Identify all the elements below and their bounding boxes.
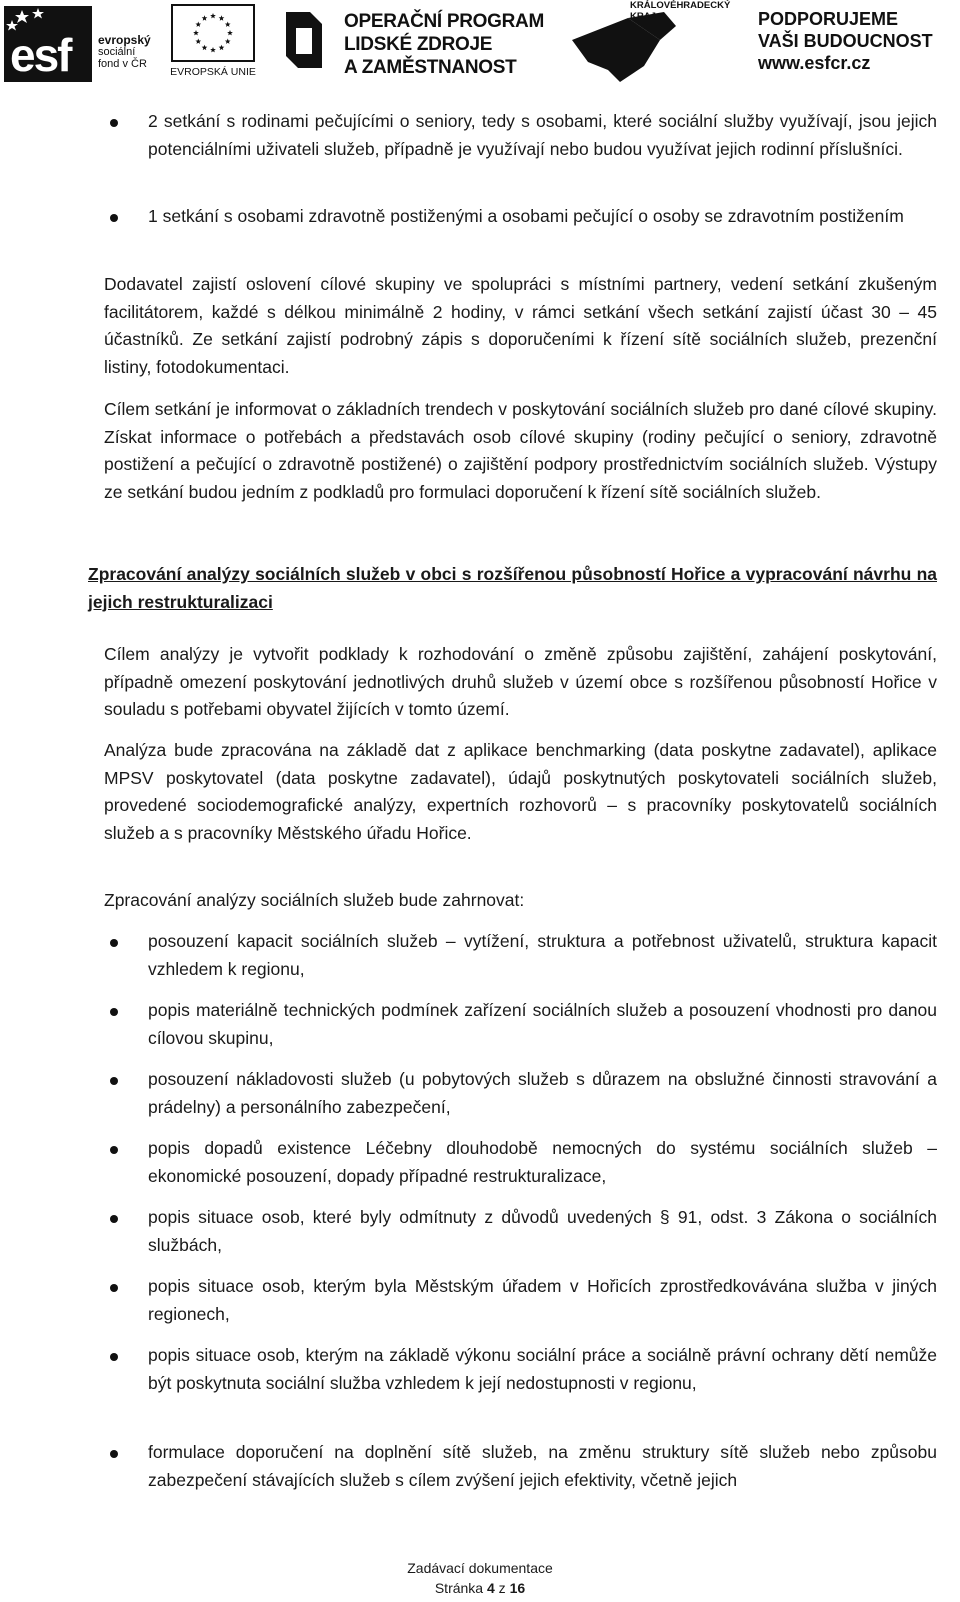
- bullet-icon: [110, 1008, 118, 1016]
- list-item: popis situace osob, kterým na základě výkonu sociální práce a sociálně právní ochrany dětí nemůže být poskytnuta sociální služba vzhledem k její nedostupnosti v regionu,: [148, 1345, 937, 1393]
- esf-caption-line3: fond v ČR: [98, 58, 147, 70]
- bullet-icon: [110, 1450, 118, 1458]
- op-line3: A ZAMĚSTNANOST: [344, 57, 517, 78]
- eu-star-icon: [210, 47, 216, 52]
- paragraph: Dodavatel zajistí oslovení cílové skupiny ve spolupráci s místními partnery, vedení setkání zkušeným facilitátorem, každé s délkou minimálně 2 hodiny, v rámci setkání všech setkání zajistí účast 30 – 45 účastníků. Ze setkání zajistí podrobný zápis s doporučeními k řízení sítě sociálních služeb, prezenční listiny, fotodokumentaci.: [104, 274, 937, 377]
- kraj-label: [630, 0, 730, 22]
- bullet-icon: [110, 1353, 118, 1361]
- page-prefix: Stránka: [434, 1580, 484, 1596]
- bullet-icon: [110, 1077, 118, 1085]
- eu-star-icon: [202, 45, 208, 50]
- paragraph: Cílem analýzy je vytvořit podklady k rozhodování o změně způsobu zajištění, zahájení poskytování, případně omezení poskytování jednotlivých druhů služeb v území obce s rozšířenou působností Hořice v souladu s potřebami obyvatel žijících v tomto území.: [104, 644, 937, 719]
- eu-star-icon: [225, 39, 231, 44]
- footer-doc-title: Zadávací dokumentace: [407, 1560, 553, 1576]
- page-total: 16: [509, 1580, 526, 1596]
- esf-caption: [98, 34, 151, 70]
- paragraph: Zpracování analýzy sociálních služeb bude zahrnovat:: [104, 890, 525, 910]
- future-line3: www.esfcr.cz: [758, 53, 871, 73]
- list-item: formulace doporučení na doplnění sítě služeb, na změnu struktury sítě služeb nebo způsobu zabezpečení stávajících služeb s cílem zvýšení jejich efektivity, včetně jejich: [148, 1442, 937, 1490]
- bullet-icon: [110, 939, 118, 947]
- list-item: 2 setkání s rodinami pečujícími o seniory, tedy s osobami, které sociální služby využívají, jsou jejich potenciálními uživateli služeb, případně je využívají nebo budou využívat jejich rodinní příslušníci.: [148, 111, 937, 159]
- future-line2: VAŠI BUDOUCNOST: [758, 31, 933, 51]
- esf-logo: [4, 6, 159, 82]
- list-item: 1 setkání s osobami zdravotně postiženými a osobami pečující o osoby se zdravotním postižením: [148, 206, 904, 226]
- page-number: [0, 1578, 960, 1598]
- kraj-line2: KRAJ: [630, 11, 656, 22]
- page-separator: z: [498, 1580, 506, 1596]
- eu-caption: EVROPSKÁ UNIE: [170, 66, 256, 78]
- list-item: popis dopadů existence Léčebny dlouhodobě nemocných do systému sociálních služeb – ekonomické posouzení, dopady případné restrukturalizace,: [148, 1138, 937, 1186]
- eu-star-icon: [202, 15, 208, 20]
- op-emblem-icon: [282, 8, 332, 78]
- section-heading: Zpracování analýzy sociálních služeb v obci s rozšířenou působností Hořice a vypracování návrhu na jejich restrukturalizaci: [88, 564, 937, 612]
- esf-logo-text: esf: [10, 29, 71, 81]
- paragraph: Analýza bude zpracována na základě dat z aplikace benchmarking (data poskytne zadavatel), aplikace MPSV poskytovatel (data poskytne zadavatel), údajů poskytnutých poskytovateli sociálních služeb, provedené sociodemografické analýzy, expertních rozhovorů – s pracovníky poskytovatelů sociálních služeb a s pracovníky Městského úřadu Hořice.: [104, 740, 937, 843]
- eu-flag-icon: [171, 4, 255, 62]
- eu-star-icon: [193, 30, 199, 35]
- future-logo: [758, 8, 958, 84]
- eu-star-icon: [225, 22, 231, 27]
- esf-mark: [4, 6, 92, 82]
- esf-caption-line2: sociální: [98, 46, 136, 58]
- page-current: 4: [486, 1580, 495, 1596]
- paragraph: Cílem setkání je informovat o základních trendech v poskytování sociálních služeb pro dané cílové skupiny. Získat informace o potřebách a představách osob cílové skupiny (rodiny pečující o seniory, zdravotně postižení a pečující o zdravotně postižené) o zajištění podpory prostřednictvím sociálních služeb. Výstupy ze setkání budou jedním z podkladů pro formulaci doporučení k řízení sítě sociálních služeb.: [104, 399, 937, 502]
- eu-star-icon: [219, 45, 225, 50]
- kraj-line1: KRÁLOVÉHRADECKÝ: [630, 0, 731, 11]
- bullet-icon: [110, 1284, 118, 1292]
- list-item: popis situace osob, kterým byla Městským úřadem v Hořicích zprostředkovávána služba v jiných regionech,: [148, 1276, 937, 1324]
- op-title: [344, 10, 544, 79]
- bullet-icon: [110, 119, 118, 127]
- kraj-logo: [568, 0, 748, 86]
- bullet-icon: [110, 1146, 118, 1154]
- eu-star-icon: [219, 15, 225, 20]
- bullet-icon: [110, 214, 118, 222]
- list-item: posouzení kapacit sociálních služeb – vytížení, struktura a potřebnost uživatelů, struktura kapacit vzhledem k regionu,: [148, 931, 937, 979]
- eu-star-icon: [195, 22, 201, 27]
- eu-star-icon: [227, 30, 233, 35]
- op-logo: [282, 4, 552, 84]
- op-line1: OPERAČNÍ PROGRAM: [344, 11, 544, 32]
- list-item: popis situace osob, které byly odmítnuty z důvodů uvedených § 91, odst. 3 Zákona o sociálních službách,: [148, 1207, 937, 1255]
- op-line2: LIDSKÉ ZDROJE: [344, 34, 493, 55]
- future-line1: PODPORUJEME: [758, 9, 899, 29]
- eu-logo: [163, 4, 263, 84]
- eu-star-icon: [195, 39, 201, 44]
- list-item: popis materiálně technických podmínek zařízení sociálních služeb a posouzení vhodnosti pro danou cílovou skupinu,: [148, 1000, 937, 1048]
- bullet-icon: [110, 1215, 118, 1223]
- list-item: posouzení nákladovosti služeb (u pobytových služeb s důrazem na obslužné činnosti stravování a prádelny) a personálního zabezpečení,: [148, 1069, 937, 1117]
- esf-caption-line1: evropský: [98, 33, 151, 47]
- page-footer: [0, 1558, 960, 1598]
- eu-star-icon: [210, 13, 216, 18]
- page-header: [0, 0, 960, 86]
